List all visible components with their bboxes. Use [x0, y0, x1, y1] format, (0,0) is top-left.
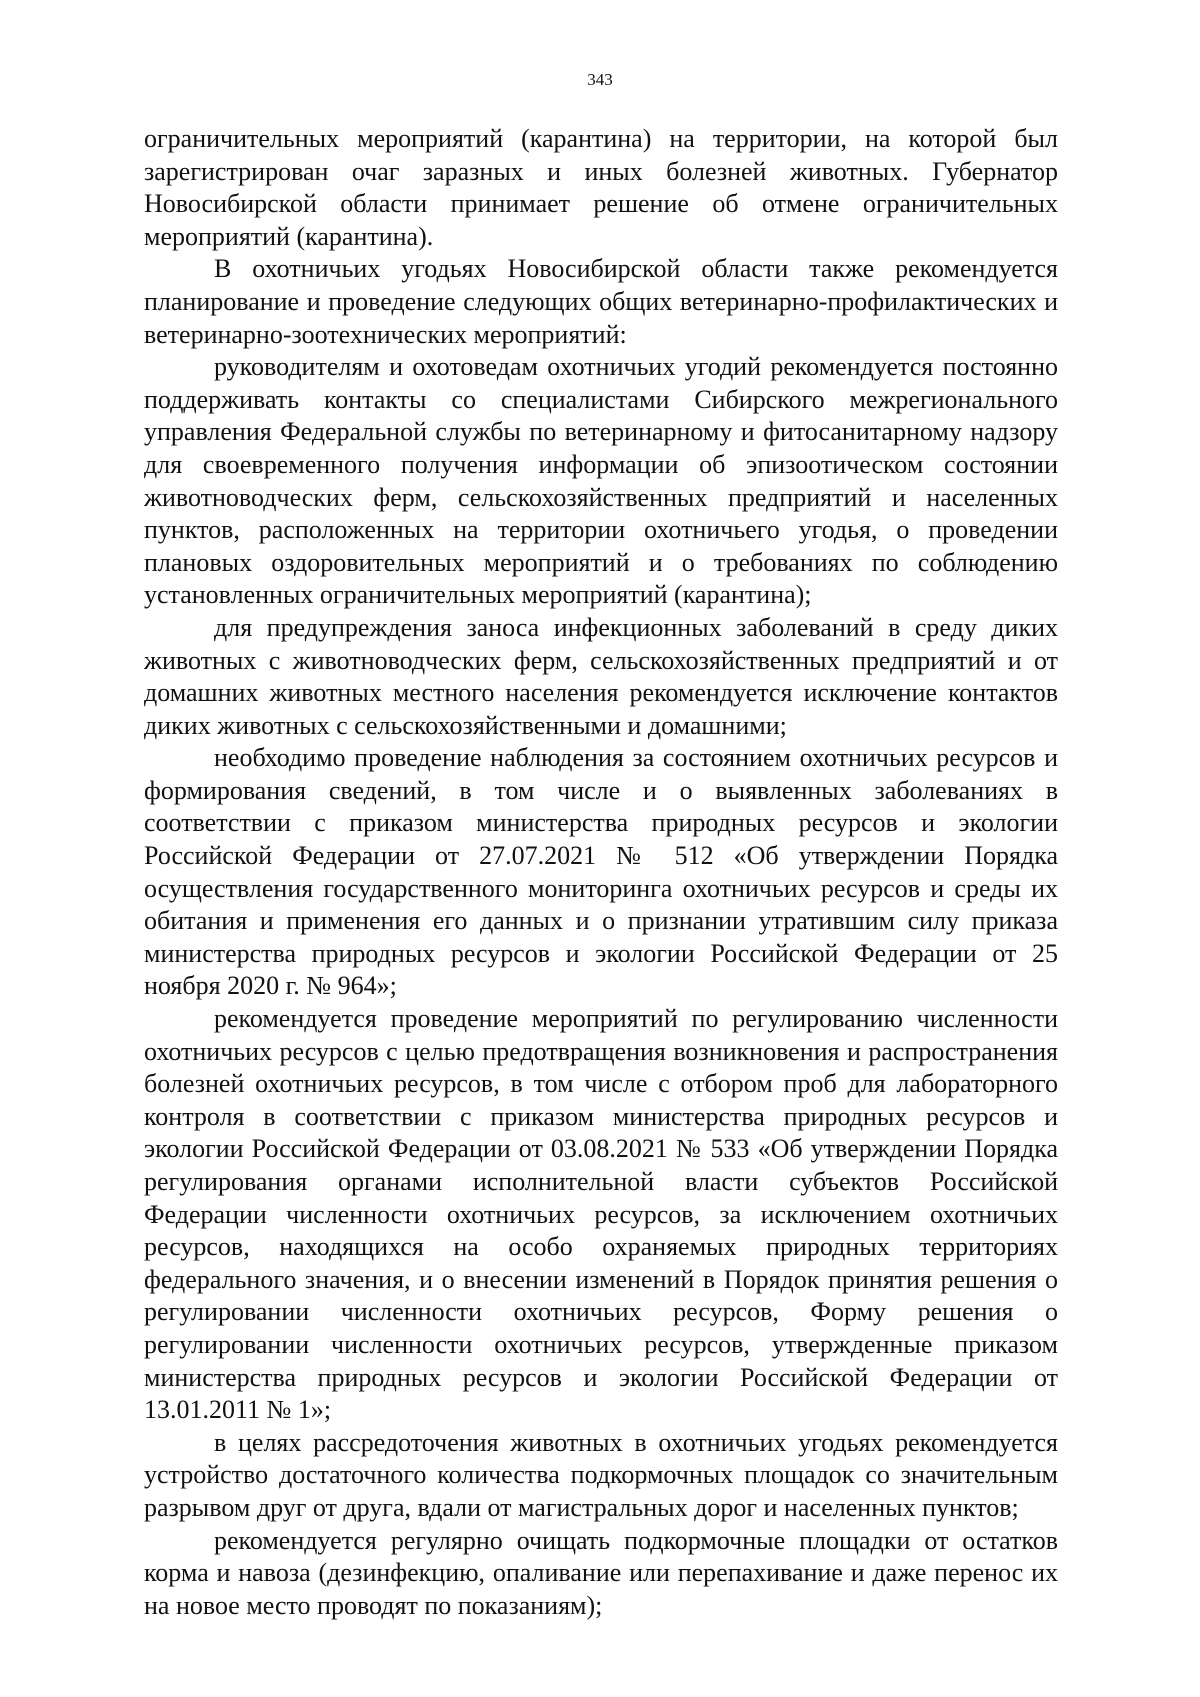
paragraph-feeding-sites: в целях рассредоточения животных в охотничьих угодьях рекомендуется устройство достаточного количества подкормочных площадок со значительным разрывом друг от друга, вдали от магистральных дорог и населенных пунктов; [144, 1427, 1058, 1522]
paragraph-contacts: руководителям и охотоведам охотничьих угодий рекомендуется постоянно поддерживать контакты со специалистами Сибирского межрегионального управления Федеральной службы по ветеринарному и фитосанитарному надзору для своевременного получения информации об эпизоотическом состоянии животноводческих ферм, сельскохозяйственных предприятий и населенных пунктов, расположенных на территории охотничьего угодья, о проведении плановых оздоровительных мероприятий и о требованиях по соблюдению установленных ограничительных мероприятий (карантина); [144, 352, 1058, 610]
paragraph-infection-prevention: для предупреждения заноса инфекционных заболеваний в среду диких животных с животноводческих ферм, сельскохозяйственных предприятий и от домашних животных местного населения рекомендуется исключение контактов диких животных с сельскохозяйственными и домашними; [144, 612, 1058, 740]
document-body [144, 123, 1058, 1622]
paragraph-continuation: ограничительных мероприятий (карантина) на территории, на которой был зарегистрирован очаг заразных и иных болезней животных. Губернатор Новосибирской области принимает решение об отмене ограничительных мероприятий (карантина). [144, 124, 1058, 251]
paragraph-intro-measures: В охотничьих угодьях Новосибирской области также рекомендуется планирование и проведение следующих общих ветеринарно-профилактических и ветеринарно-зоотехнических мероприятий: [144, 254, 1058, 349]
page-number: 343 [587, 70, 613, 89]
paragraph-population-regulation: рекомендуется проведение мероприятий по регулированию численности охотничьих ресурсов с целью предотвращения возникновения и распространения болезней охотничьих ресурсов, в том числе с отбором проб для лабораторного контроля в соответствии с приказом министерства природных ресурсов и экологии Российской Федерации от 03.08.2021 № 533 «Об утверждении Порядка регулирования органами исполнительной власти субъектов Российской Федерации численности охотничьих ресурсов, за исключением охотничьих ресурсов, находящихся на особо охраняемых природных территориях федерального значения, и о внесении изменений в Порядок принятия решения о регулировании численности охотничьих ресурсов, Форму решения о регулировании численности охотничьих ресурсов, утвержденные приказом министерства природных ресурсов и экологии Российской Федерации от 13.01.2011 № 1»; [144, 1004, 1058, 1425]
paragraph-cleaning: рекомендуется регулярно очищать подкормочные площадки от остатков корма и навоза (дезинфекцию, опаливание или перепахивание и даже перенос их на новое место проводят по показаниям); [144, 1525, 1058, 1620]
paragraph-monitoring: необходимо проведение наблюдения за состоянием охотничьих ресурсов и формирования сведений, в том числе и о выявленных заболеваниях в соответствии с приказом министерства природных ресурсов и экологии Российской Федерации от 27.07.2021 № 512 «Об утверждении Порядка осуществления государственного мониторинга охотничьих ресурсов и среды их обитания и применения его данных и о признании утратившим силу приказа министерства природных ресурсов и экологии Российской Федерации от 25 ноября 2020 г. № 964»; [144, 743, 1058, 1001]
